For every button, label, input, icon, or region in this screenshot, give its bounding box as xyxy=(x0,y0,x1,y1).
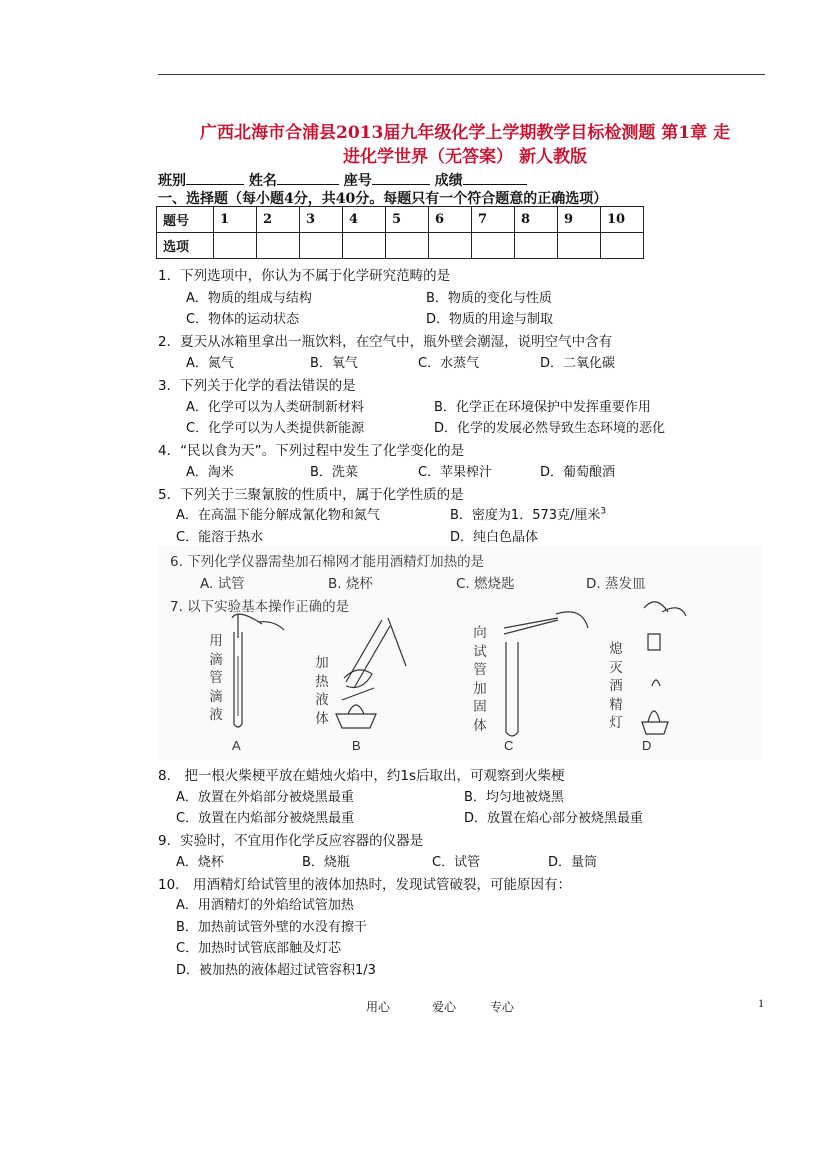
question-2-option-b: B．氧气 xyxy=(310,356,358,371)
student-info-row xyxy=(158,170,527,190)
alcohol-lamp-icon xyxy=(642,602,686,734)
figure-letter-b: B xyxy=(352,738,361,753)
question-9-stem: 9．实验时，不宜用作化学反应容器的仪器是 xyxy=(158,833,424,849)
answer-cell[interactable] xyxy=(429,233,472,259)
question-number: 10 xyxy=(601,207,644,233)
answer-cell[interactable] xyxy=(472,233,515,259)
answer-cell[interactable] xyxy=(343,233,386,259)
header-rule xyxy=(158,74,765,75)
answer-cell[interactable] xyxy=(558,233,601,259)
question-8-stem: 8． 把一根火柴梗平放在蜡烛火焰中，约1s后取出，可观察到火柴梗 xyxy=(158,768,565,784)
question-2-stem: 2．夏天从冰箱里拿出一瓶饮料，在空气中，瓶外壁会潮湿，说明空气中含有 xyxy=(158,334,613,350)
answer-table-header: 选项 xyxy=(157,233,214,259)
score-blank[interactable] xyxy=(463,172,527,185)
question-2-option-a: A．氮气 xyxy=(186,356,234,371)
name-blank[interactable] xyxy=(277,172,339,185)
question-number: 8 xyxy=(515,207,558,233)
figure-c-label: 向 试 管 加 固 体 xyxy=(473,625,487,734)
question-5-option-c: C．能溶于热水 xyxy=(176,530,264,545)
question-8-option-b: B．均匀地被烧黑 xyxy=(464,790,564,805)
question-4-option-d: D．葡萄酿酒 xyxy=(540,465,616,480)
question-3-stem: 3．下列关于化学的看法错误的是 xyxy=(158,378,356,394)
question-4-option-a: A．淘米 xyxy=(186,465,234,480)
question-10-stem: 10． 用酒精灯给试管里的液体加热时，发现试管破裂，可能原因有： xyxy=(158,877,571,893)
question-5-option-b xyxy=(450,504,606,523)
question-4-stem: 4．“民以食为天”。下列过程中发生了化学变化的是 xyxy=(158,443,465,459)
question-6-option-b: B. 烧杯 xyxy=(328,576,373,592)
question-number: 9 xyxy=(558,207,601,233)
title-line-1: 广西北海市合浦县2013届九年级化学上学期教学目标检测题 第1章 走 xyxy=(200,123,730,143)
question-4-option-b: B．洗菜 xyxy=(310,465,358,480)
question-7-stem: 7. 以下实验基本操作正确的是 xyxy=(170,599,350,615)
question-5-option-d: D．纯白色晶体 xyxy=(450,530,539,545)
figure-b-label: 加 热 液 体 xyxy=(315,655,329,727)
lab-apparatus-drawing xyxy=(158,546,762,760)
figure-letter-c: C xyxy=(504,738,514,753)
question-1-option-c: C．物体的运动状态 xyxy=(186,312,300,327)
question-5-option-b-text: B．密度为1．573克/厘米 xyxy=(450,508,601,523)
name-label: 姓名 xyxy=(248,173,277,189)
question-8-option-c: C．放置在内焰部分被烧黑最重 xyxy=(176,811,355,826)
question-1-stem: 1．下列选项中，你认为不属于化学研究范畴的是 xyxy=(158,268,451,284)
question-6-option-c: C. 燃烧匙 xyxy=(456,576,515,592)
class-label: 班别 xyxy=(158,173,186,189)
question-4-option-c: C．苹果榨汁 xyxy=(418,465,493,480)
question-5-stem: 5．下列关于三聚氰胺的性质中，属于化学性质的是 xyxy=(158,487,464,503)
answer-cell[interactable] xyxy=(601,233,644,259)
question-9-option-d: D．量筒 xyxy=(548,855,598,870)
title-line-2: 进化学世界（无答案） 新人教版 xyxy=(343,147,587,167)
question-3-option-a: A．化学可以为人类研制新材料 xyxy=(186,400,364,415)
question-number: 7 xyxy=(472,207,515,233)
answer-table-header: 题号 xyxy=(157,207,214,233)
footer-motto-3: 专心 xyxy=(490,1000,515,1014)
class-blank[interactable] xyxy=(186,172,244,185)
score-label: 成绩 xyxy=(434,173,463,189)
question-6-stem: 6. 下列化学仪器需垫加石棉网才能用酒精灯加热的是 xyxy=(170,554,485,570)
question-10-option-b: B．加热前试管外壁的水没有擦干 xyxy=(176,920,367,935)
answer-cell[interactable] xyxy=(300,233,343,259)
heating-tube-icon xyxy=(336,618,406,728)
questions-6-7-image xyxy=(158,546,762,760)
question-1-option-a: A．物质的组成与结构 xyxy=(186,291,312,306)
page-number: 1 xyxy=(758,996,764,1010)
question-number: 5 xyxy=(386,207,429,233)
answer-table xyxy=(156,206,644,259)
answer-cell[interactable] xyxy=(386,233,429,259)
question-number: 6 xyxy=(429,207,472,233)
question-2-option-c: C．水蒸气 xyxy=(418,356,480,371)
question-2-option-d: D．二氧化碳 xyxy=(540,356,616,371)
question-9-option-c: C．试管 xyxy=(432,855,481,870)
question-6-option-a: A. 试管 xyxy=(200,576,245,592)
question-10-option-d: D．被加热的液体超过试管容积1/3 xyxy=(176,963,376,978)
question-9-option-b: B．烧瓶 xyxy=(302,855,350,870)
question-5-option-a: A．在高温下能分解成氰化物和氮气 xyxy=(176,508,380,523)
question-3-option-c: C．化学可以为人类提供新能源 xyxy=(186,421,365,436)
question-8-option-d: D．放置在焰心部分被烧黑最重 xyxy=(464,811,644,826)
figure-letter-a: A xyxy=(232,738,241,753)
figure-d-label: 熄 灭 酒 精 灯 xyxy=(609,641,623,731)
section-heading: 一、选择题（每小题4分，共40分。每题只有一个符合题意的正确选项） xyxy=(158,191,608,207)
answer-cell[interactable] xyxy=(257,233,300,259)
seat-label: 座号 xyxy=(343,173,372,189)
footer-motto-1: 用心 xyxy=(366,1000,391,1014)
dropper-icon xyxy=(232,614,284,727)
question-9-option-a: A．烧杯 xyxy=(176,855,224,870)
answer-cell[interactable] xyxy=(515,233,558,259)
question-5-superscript: 3 xyxy=(600,506,607,517)
question-10-option-a: A．用酒精灯的外焰给试管加热 xyxy=(176,898,354,913)
question-number: 1 xyxy=(214,207,257,233)
answer-table-answer-row xyxy=(157,233,644,259)
question-1-option-d: D．物质的用途与制取 xyxy=(426,312,554,327)
answer-table-number-row xyxy=(157,207,644,233)
document-title xyxy=(150,121,780,169)
question-1-option-b: B．物质的变化与性质 xyxy=(426,291,552,306)
question-8-option-a: A．放置在外焰部分被烧黑最重 xyxy=(176,790,354,805)
figure-letter-d: D xyxy=(642,738,652,753)
tweezers-icon xyxy=(504,612,588,736)
seat-blank[interactable] xyxy=(372,172,430,185)
question-number: 3 xyxy=(300,207,343,233)
question-3-option-d: D．化学的发展必然导致生态环境的恶化 xyxy=(434,421,666,436)
figure-a-label: 用 滴 管 滴 液 xyxy=(209,633,223,723)
footer-motto-2: 爱心 xyxy=(432,1000,457,1014)
question-10-option-c: C．加热时试管底部触及灯芯 xyxy=(176,941,342,956)
question-3-option-b: B．化学正在环境保护中发挥重要作用 xyxy=(434,400,651,415)
answer-cell[interactable] xyxy=(214,233,257,259)
question-number: 2 xyxy=(257,207,300,233)
question-number: 4 xyxy=(343,207,386,233)
question-6-option-d: D. 蒸发皿 xyxy=(586,576,646,592)
